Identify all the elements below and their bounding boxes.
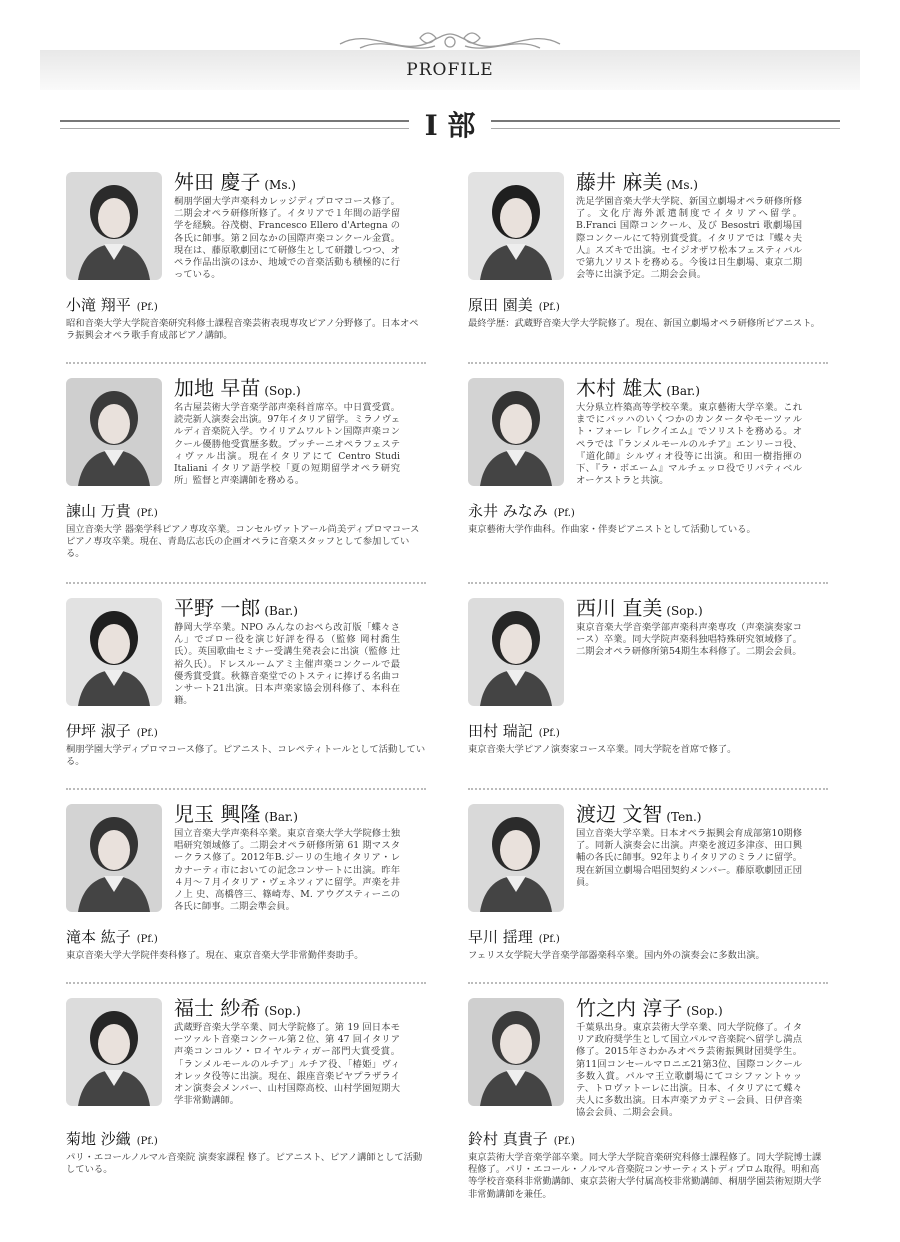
singer-bio: 国立音楽大学声楽科卒業。東京音楽大学大学院修士独唱研究領域修了。二期会オペラ研修所第 61 期マスタークラス修了。2012年B.ジーリの生地イタリア・レカナーティ市においての記念コンサートに出演。昨年４月～７月イタリア・ヴェネツィアに留学。声楽を井ノ上 史、高橋啓三、篠崎寿、M. アウグスティーニの各氏に師事。二期会準会員。 [174, 828, 400, 913]
pianist-bio: 国立音楽大学 器楽学科ピアノ専攻卒業。コンセルヴァトアール尚美ディプロマコースピアノ専攻卒業。現在、青島広志氏の企画オペラに音楽スタッフとして参加している。 [66, 524, 420, 560]
ornament-icon [300, 22, 600, 62]
singer-name [174, 798, 298, 827]
pianist-name-text: 原田 園美 [468, 296, 533, 314]
pianist-name-text: 鈴村 真貴子 [468, 1130, 548, 1148]
portrait-photo [66, 598, 162, 706]
singer-name-text: 福士 紗希 [174, 996, 261, 1020]
pianist-role: (Pf.) [136, 302, 158, 313]
pianist-role: (Pf.) [553, 1136, 575, 1147]
section-divider [66, 788, 426, 790]
pianist-role: (Pf.) [136, 728, 158, 739]
singer-name [174, 992, 301, 1021]
pianist-role: (Pf.) [136, 934, 158, 945]
singer-role: (Sop.) [686, 1004, 723, 1018]
heading-rule-right [491, 120, 840, 129]
singer-name [174, 166, 296, 195]
portrait-photo [468, 998, 564, 1106]
singer-bio: 国立音楽大学卒業。日本オペラ振興会育成部第10期修了。同新人演奏会に出演。声楽を渡辺多津彦、田口興輔の各氏に師事。92年よりイタリアのミラノに留学。現在新国立劇場合唱団契約メンバー。藤原歌劇団正団員。 [576, 828, 802, 888]
singer-bio: 桐朋学園大学声楽科カレッジディプロマコース修了。二期会オペラ研修所修了。イタリアで１年間の語学留学を経験。谷茂樹、Francesco Ellero d'Artegna の各氏に師事。第２回なかの国際声楽コンクール金賞。現在は、藤原歌劇団にて研修生として研鑽しつつ、オペラ作品出演のほか、地域での音楽活動も積極的に行っている。 [174, 196, 400, 281]
section-divider [66, 582, 426, 584]
singer-role: (Bar.) [264, 604, 298, 618]
singer-name [576, 372, 700, 401]
pianist-name [468, 1128, 575, 1149]
singer-name-text: 渡辺 文智 [576, 802, 663, 826]
singer-bio: 静岡大学卒業。NPO みんなのおぺら改訂版「蝶々さん」でゴロー役を演じ好評を得る（監修 岡村喬生氏）。英国歌曲セミナー受講生発表会に出演（監修 辻裕久氏）。ドレスルームアミ主催声楽コンクールで最優秀賞受賞。秋篠音楽堂でのトスティに捧げる名曲コンサート21出演。日本声楽家協会別科修了、本科在籍。 [174, 622, 400, 707]
singer-name-text: 木村 雄太 [576, 376, 663, 400]
pianist-bio: パリ・エコールノルマル音楽院 演奏家課程 修了。ピアニスト、ピアノ講師として活動している。 [66, 1152, 423, 1176]
singer-name-text: 加地 早苗 [174, 376, 261, 400]
pianist-bio: 桐朋学園大学ディプロマコース修了。ピアニスト、コレペティトールとして活動している。 [66, 744, 426, 768]
section-divider [468, 582, 828, 584]
singer-name [576, 992, 723, 1021]
part-heading [60, 104, 840, 144]
singer-name-text: 児玉 興隆 [174, 802, 261, 826]
portrait-photo [468, 804, 564, 912]
pianist-name [66, 720, 158, 741]
portrait-photo [66, 998, 162, 1106]
pianist-name [468, 720, 560, 741]
heading-rule-left [60, 120, 409, 129]
portrait-photo [66, 378, 162, 486]
pianist-bio: 昭和音楽大学大学院音楽研究科修士課程音楽芸術表現専攻ピアノ分野修了。日本オペラ振興会オペラ歌手育成部ピアノ講師。 [66, 318, 419, 342]
pianist-name [66, 500, 158, 521]
singer-bio: 武蔵野音楽大学卒業、同大学院修了。第 19 回日本モーツァルト音楽コンクール第２位、第 47 回イタリア声楽コンコルソ・ロイヤルティガー部門大賞受賞。「ランメルモールのルチア」ルチア役、「椿姫」ヴィオレッタ役等に出演。現在、銀座音楽ピヤプラザライオン演奏会メンバー、山村国際高校、山村学園短期大学非常勤講師。 [174, 1022, 400, 1107]
pianist-name [66, 294, 158, 315]
pianist-role: (Pf.) [136, 508, 158, 519]
pianist-bio: 最終学歴：武蔵野音楽大学大学院修了。現在、新国立劇場オペラ研修所ピアニスト。 [468, 318, 820, 329]
pianist-bio: 東京芸術大学音楽学部卒業。同大学大学院音楽研究科修士課程修了。同大学院博士課程修了。パリ・エコール・ノルマル音楽院コンサーティストディプロム取得。明和高等学校音楽科非常勤講師、東京芸術大学付属高校非常勤講師、桐朋学園芸術短期大学非常勤講師を兼任。 [468, 1152, 822, 1200]
pianist-name-text: 菊地 沙織 [66, 1130, 131, 1148]
portrait-photo [468, 598, 564, 706]
portrait-photo [468, 172, 564, 280]
pianist-bio: フェリス女学院大学音楽学部器楽科卒業。国内外の演奏会に多数出演。 [468, 950, 765, 961]
pianist-name-text: 早川 揺理 [468, 928, 533, 946]
portrait-photo [66, 172, 162, 280]
singer-name [576, 166, 698, 195]
singer-bio: 東京音楽大学音楽学部声楽科声楽専攻（声楽演奏家コース）卒業。同大学院声楽科独唱特殊研究領域修了。二期会オペラ研修所第54期生本科修了。二期会会員。 [576, 622, 802, 658]
pianist-name [468, 926, 560, 947]
pianist-role: (Pf.) [538, 728, 560, 739]
pianist-name-text: 滝本 紘子 [66, 928, 131, 946]
page-title: PROFILE [406, 60, 494, 80]
singer-name [576, 592, 703, 621]
singer-name-text: 平野 一郎 [174, 596, 261, 620]
pianist-role: (Pf.) [538, 934, 560, 945]
singer-name-text: 西川 直美 [576, 596, 663, 620]
pianist-bio: 東京音楽大学ピアノ演奏家コース卒業。同大学院を首席で修了。 [468, 744, 737, 755]
singer-bio: 千葉県出身。東京芸術大学卒業、同大学院修了。イタリア政府奨学生として国立パルマ音楽院へ留学し満点修了。2015年さわかみオペラ芸術振興財団奨学生。第11回コンセールマロニエ21第3位、国際コンクール多数入賞。パルマ王立歌劇場にてコシファントゥッテ、トロヴァトーレに出演。日本、イタリアにて蝶々夫人に多数出演。日本声楽アカデミー会員、日伊音楽協会会員、二期会会員。 [576, 1022, 802, 1119]
section-divider [468, 362, 828, 364]
singer-role: (Sop.) [666, 604, 703, 618]
pianist-name-text: 田村 瑞記 [468, 722, 533, 740]
portrait-photo [468, 378, 564, 486]
portrait-photo [66, 804, 162, 912]
singer-role: (Bar.) [666, 384, 700, 398]
pianist-name-text: 伊坪 淑子 [66, 722, 131, 740]
singer-role: (Bar.) [264, 810, 298, 824]
singer-name [174, 592, 298, 621]
singer-role: (Ten.) [666, 810, 702, 824]
part-label: I 部 [424, 109, 476, 142]
singer-name-text: 竹之内 淳子 [576, 996, 683, 1020]
pianist-name [468, 294, 560, 315]
section-divider [468, 788, 828, 790]
pianist-name-text: 永井 みなみ [468, 502, 548, 520]
pianist-name [66, 926, 158, 947]
singer-role: (Ms.) [666, 178, 698, 192]
singer-role: (Sop.) [264, 1004, 301, 1018]
singer-role: (Ms.) [264, 178, 296, 192]
singer-name [174, 372, 301, 401]
pianist-role: (Pf.) [136, 1136, 158, 1147]
pianist-name-text: 小滝 翔平 [66, 296, 131, 314]
pianist-name-text: 諌山 万貴 [66, 502, 131, 520]
pianist-name [468, 500, 575, 521]
section-divider [66, 362, 426, 364]
pianist-role: (Pf.) [538, 302, 560, 313]
singer-name [576, 798, 701, 827]
pianist-role: (Pf.) [553, 508, 575, 519]
singer-role: (Sop.) [264, 384, 301, 398]
singer-name-text: 舛田 慶子 [174, 170, 261, 194]
singer-name-text: 藤井 麻美 [576, 170, 663, 194]
singer-bio: 大分県立杵築高等学校卒業。東京藝術大学卒業。これまでにバッハのいくつかのカンタータやモーツァルト・フォーレ『レクイエム』でソリストを務める。オペラでは『ランメルモールのルチア』エンリーコ役、『道化師』シルヴィオ役等に出演。和田一樹指揮の下、『ラ・ボエーム』マルチェッロ役でリバティベルオーケストラと共演。 [576, 402, 802, 487]
section-divider [66, 982, 426, 984]
section-divider [468, 982, 828, 984]
pianist-bio: 東京音楽大学大学院伴奏科修了。現在、東京音楽大学非常勤伴奏助手。 [66, 950, 364, 961]
singer-bio: 名古屋芸術大学音楽学部声楽科首席卒。中日賞受賞。読売新人演奏会出演。97年イタリア留学。ミラノヴェルディ音楽院入学。ウイリアムワルトン国際声楽コンクール優勝他受賞歴多数。プッチーニオペラフェスティヴァル出演。現在イタリアにて Centro Studi Italiani イタリア語学校「夏の短期留学オペラ研究所」監督と声楽講師を務める。 [174, 402, 400, 487]
pianist-name [66, 1128, 158, 1149]
pianist-bio: 東京藝術大学作曲科。作曲家・伴奏ピアニストとして活動している。 [468, 524, 756, 535]
singer-bio: 洗足学園音楽大学大学院、新国立劇場オペラ研修所修了。文化庁海外派遣制度でイタリアへ留学。B.Franci 国際コンクール、及び Besostri 歌劇場国際コンクールにて特別賞受賞。イタリアでは『蝶々夫人』スズキで出演。セイジオザワ松本フェスティバルで第九ソリストを務める。今後は日生劇場、東京二期会等に出演予定。二期会会員。 [576, 196, 802, 281]
